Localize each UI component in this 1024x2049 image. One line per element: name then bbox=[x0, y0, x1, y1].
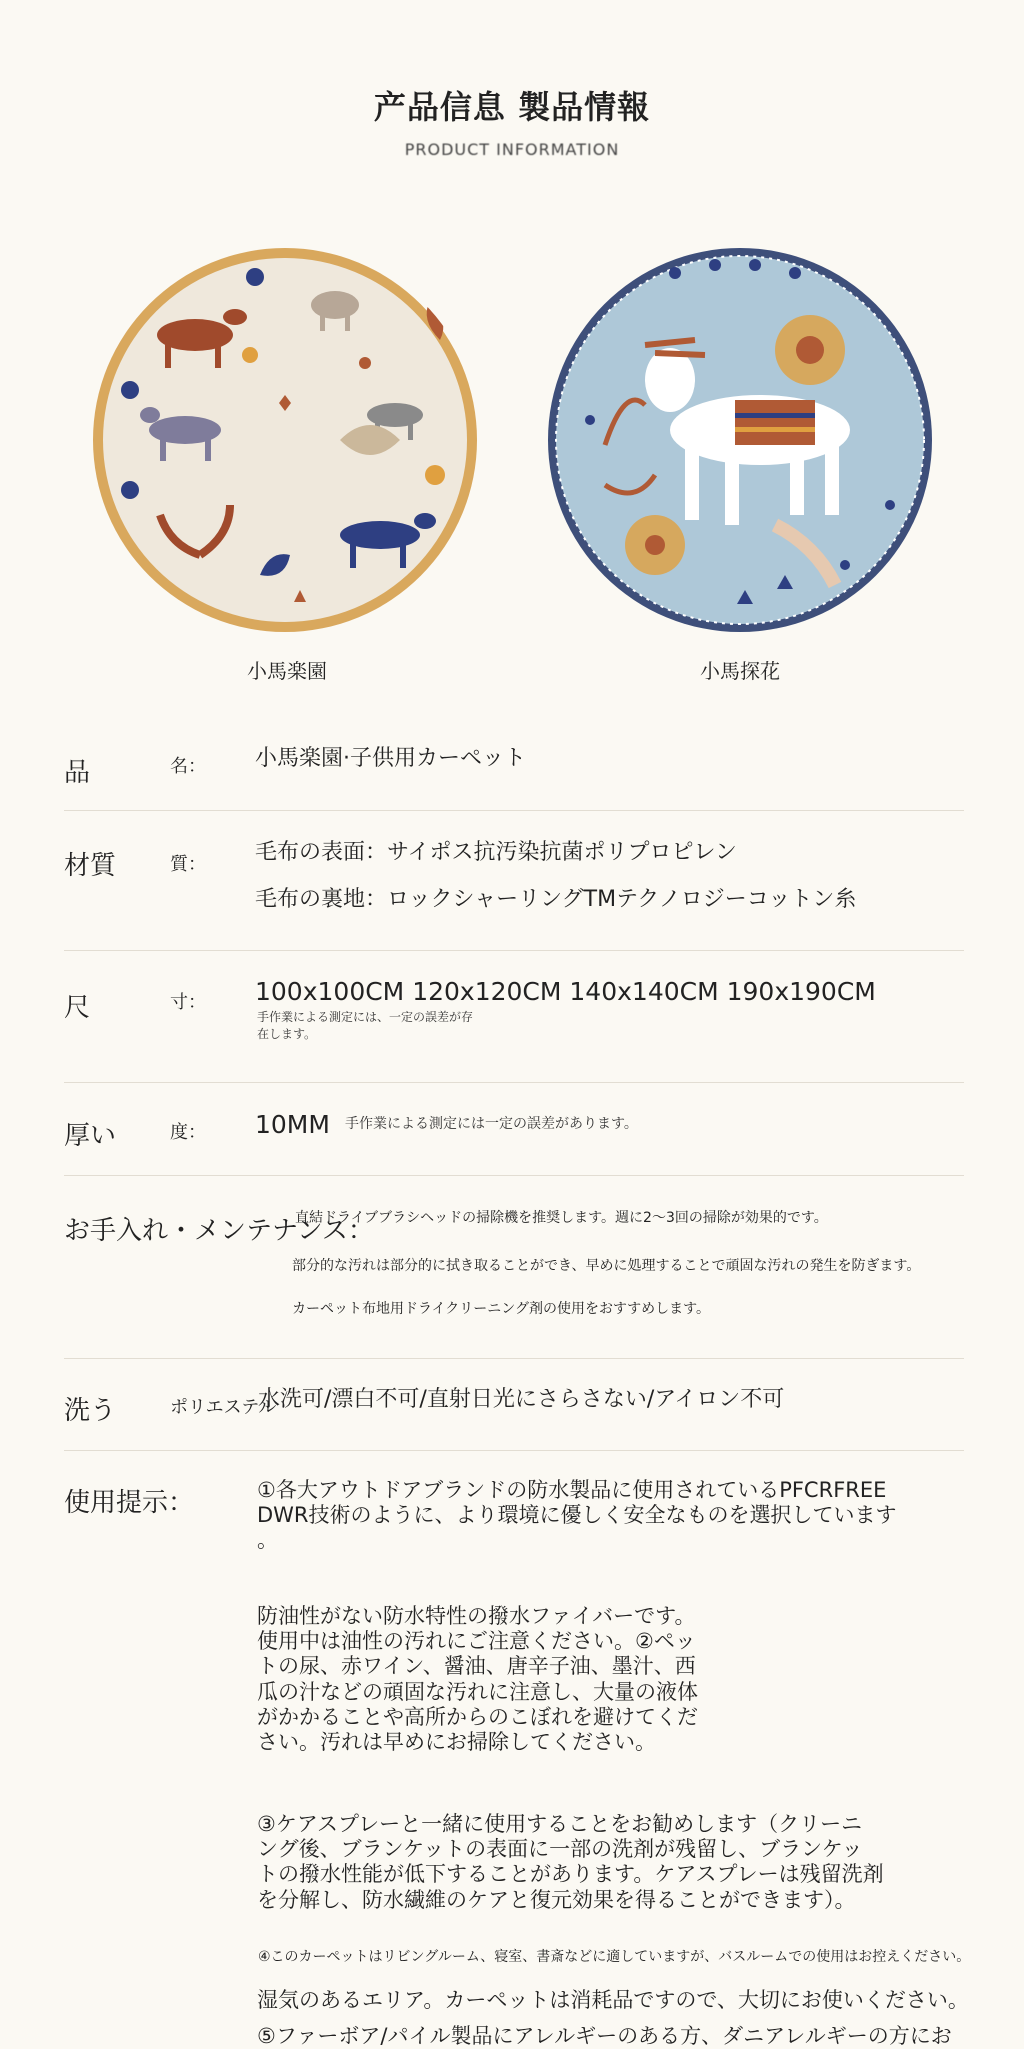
rug-1-illustration bbox=[90, 245, 480, 635]
rug-caption-1: 小馬楽園 bbox=[247, 659, 327, 683]
divider bbox=[64, 1175, 964, 1176]
usage-label: 使用提示： bbox=[64, 1488, 195, 1518]
care-line-1: 直結ドライブブラシヘッドの掃除機を推奨します。週に2〜3回の掃除が効果的です。 bbox=[295, 1210, 828, 1226]
divider bbox=[64, 950, 964, 951]
thickness-value: 10MM bbox=[255, 1110, 330, 1139]
divider bbox=[64, 1450, 964, 1451]
material-value-1: 毛布の表面：サイポス抗汚染抗菌ポリプロピレン bbox=[255, 840, 737, 865]
rug-caption-2: 小馬探花 bbox=[700, 659, 780, 683]
care-line-3: カーペット布地用ドライクリーニング剤の使用をおすすめします。 bbox=[292, 1301, 711, 1317]
material-label: 材質 bbox=[64, 851, 117, 881]
thickness-note: 手作業による測定には一定の誤差があります。 bbox=[345, 1116, 638, 1132]
divider bbox=[64, 810, 964, 811]
name-sub-label: 名： bbox=[170, 756, 206, 777]
usage-line-5: 湿気のあるエリア。カーペットは消耗品ですので、大切にお使いください。 bbox=[257, 1988, 969, 2012]
rug-image-1 bbox=[90, 245, 480, 635]
wash-value: 水洗可/漂白不可/直射日光にさらさない/アイロン不可 bbox=[258, 1387, 785, 1412]
usage-paragraph-3: ③ケアスプレーと一緒に使用することをお勧めします（クリーニ ング後、ブランケットの表面に一部の洗剤が残留し、ブランケッ トの撥水性能が低下することがあります。ケアスプレーは残留洗剤 を分解し、防水繊維のケアと復元効果を得ることができます）。 bbox=[257, 1812, 884, 1912]
care-label: お手入れ・メンテナンス： bbox=[64, 1216, 374, 1246]
material-value-2: 毛布の裏地：ロックシャーリングTMテクノロジーコットン糸 bbox=[255, 887, 857, 912]
thickness-label: 厚い bbox=[64, 1121, 117, 1151]
page-title: 产品信息 製品情報 bbox=[373, 88, 651, 126]
divider bbox=[64, 1082, 964, 1083]
care-line-2: 部分的な汚れは部分的に拭き取ることができ、早めに処理することで頑固な汚れの発生を防ぎます。 bbox=[292, 1258, 921, 1274]
size-sub-label: 寸： bbox=[170, 992, 206, 1013]
size-note-2: 在します。 bbox=[257, 1027, 317, 1041]
usage-paragraph-2: 防油性がない防水特性の撥水ファイバーです。 使用中は油性の汚れにご注意ください。②ペッ トの尿、赤ワイン、醤油、唐辛子油、墨汁、西 瓜の汁などの頑固な汚れに注意し、大量の液体 がかかることや高所からのこぼれを避けてくだ さい。汚れは早めにお掃除してください。 bbox=[257, 1604, 698, 1754]
wash-sub-label: ポリエステル bbox=[170, 1397, 277, 1418]
thickness-sub-label: 度： bbox=[170, 1122, 206, 1143]
wash-label: 洗う bbox=[64, 1396, 117, 1426]
name-label: 品 bbox=[64, 758, 91, 788]
rug-2-illustration bbox=[545, 245, 935, 635]
material-sub-label: 質： bbox=[170, 854, 206, 875]
page-subtitle: PRODUCT INFORMATION bbox=[404, 140, 620, 159]
usage-paragraph-1: ①各大アウトドアブランドの防水製品に使用されているPFCRFREE DWR技術のように、より環境に優しく安全なものを選択しています 。 bbox=[257, 1478, 897, 1553]
size-value: 100x100CM 120x120CM 140x140CM 190x190CM bbox=[255, 977, 876, 1006]
usage-note-4: ④このカーペットはリビングルーム、寝室、書斎などに適していますが、バスルームでの使用はお控えください。 bbox=[258, 1949, 971, 1965]
size-label: 尺 bbox=[64, 993, 91, 1023]
name-value: 小馬楽園·子供用カーペット bbox=[255, 746, 526, 771]
rug-image-2 bbox=[545, 245, 935, 635]
divider bbox=[64, 1358, 964, 1359]
size-note-1: 手作業による測定には、一定の誤差が存 bbox=[257, 1010, 474, 1024]
usage-line-6: ⑤ファーボア/パイル製品にアレルギーのある方、ダニアレルギーの方にお bbox=[257, 2024, 952, 2048]
